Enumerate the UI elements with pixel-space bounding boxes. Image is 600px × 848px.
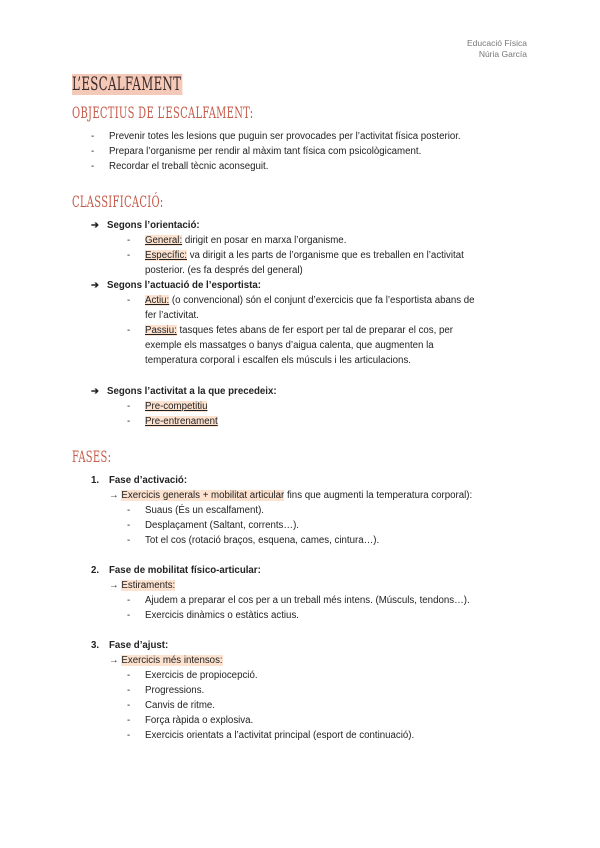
list-item: - Exercicis dinàmics o estàtics actius.: [127, 610, 299, 621]
activitat-heading: ➔ Segons l’activitat a la que precedeix:: [91, 386, 277, 397]
list-item: - Prepara l’organisme per rendir al màxim tant física com psicològicament.: [91, 146, 422, 157]
list-item: - Passiu: tasques fetes abans de fer esport per tal de preparar el cos, per: [127, 325, 454, 336]
fase2-summary: → Estiraments:: [109, 580, 176, 591]
list-item: - Específic: va dirigit a les parts de l’organisme que es treballen en l’activitat: [127, 250, 464, 261]
list-item: - Pre-entrenament: [127, 416, 218, 427]
section-classificacio-heading: CLASSIFICACIÓ:: [72, 192, 164, 211]
list-item: - Exercicis orientats a l’activitat principal (esport de continuació).: [127, 730, 415, 741]
arrow-right-icon: →: [109, 490, 122, 501]
list-item-continuation: posterior. (es fa després del general): [145, 265, 303, 276]
arrow-right-icon: →: [109, 655, 122, 666]
arrow-icon: ➔: [91, 386, 100, 397]
section-fases-heading: FASES:: [72, 447, 112, 466]
fase2-heading: 2. Fase de mobilitat físico-articular:: [91, 565, 261, 576]
list-item-continuation: temperatura corporal i escalfen els músculs i les articulacions.: [145, 355, 411, 366]
list-item: - Tot el cos (rotació braços, esquena, cames, cintura…).: [127, 535, 380, 546]
page-header: [467, 38, 527, 60]
term-passiu: Passiu:: [145, 325, 177, 336]
list-item: - Actiu: (o convencional) són el conjunt d’exercicis que fa l’esportista abans de: [127, 295, 475, 306]
fase3-summary: → Exercicis més intensos:: [109, 655, 223, 666]
list-item-continuation: exemple els massatges o banys d’aigua calenta, que augmenten la: [145, 340, 434, 351]
list-item: - Desplaçament (Saltant, corrents…).: [127, 520, 299, 531]
arrow-icon: ➔: [91, 220, 100, 231]
actuacio-heading: ➔ Segons l’actuació de l’esportista:: [91, 280, 261, 291]
term-general: General:: [145, 235, 183, 246]
term-actiu: Actiu:: [145, 295, 170, 306]
list-item: - Ajudem a preparar el cos per a un treball més intens. (Músculs, tendons…).: [127, 595, 470, 606]
section-objectius-heading: OBJECTIUS DE L’ESCALFAMENT:: [72, 103, 254, 122]
fase1-summary: → Exercicis generals + mobilitat articular fins que augmenti la temperatura corporal):: [109, 490, 473, 501]
header-subject: Educació Física: [467, 38, 527, 48]
arrow-right-icon: →: [109, 580, 122, 591]
list-item: - General: dirigit en posar en marxa l’organisme.: [127, 235, 347, 246]
list-item: - Pre-competitiu: [127, 401, 208, 412]
list-item-continuation: fer l’activitat.: [145, 310, 199, 321]
list-item: - Recordar el treball tècnic aconseguit.: [91, 161, 269, 172]
list-item: - Canvis de ritme.: [127, 700, 215, 711]
orientacio-heading: ➔ Segons l’orientació:: [91, 220, 200, 231]
page-title: L’ESCALFAMENT: [72, 73, 182, 95]
list-item: - Força ràpida o explosiva.: [127, 715, 254, 726]
list-item: - Suaus (És un escalfament).: [127, 505, 264, 516]
term-especific: Específic:: [145, 250, 187, 261]
list-item: - Prevenir totes les lesions que puguin ser provocades per l’activitat física posterior.: [91, 131, 461, 142]
arrow-icon: ➔: [91, 280, 100, 291]
fase1-heading: 1. Fase d’activació:: [91, 475, 188, 486]
list-item: - Progressions.: [127, 685, 205, 696]
fase3-heading: 3. Fase d’ajust:: [91, 640, 169, 651]
header-author: Núria García: [478, 49, 527, 59]
list-item: - Exercicis de propiocepció.: [127, 670, 258, 681]
